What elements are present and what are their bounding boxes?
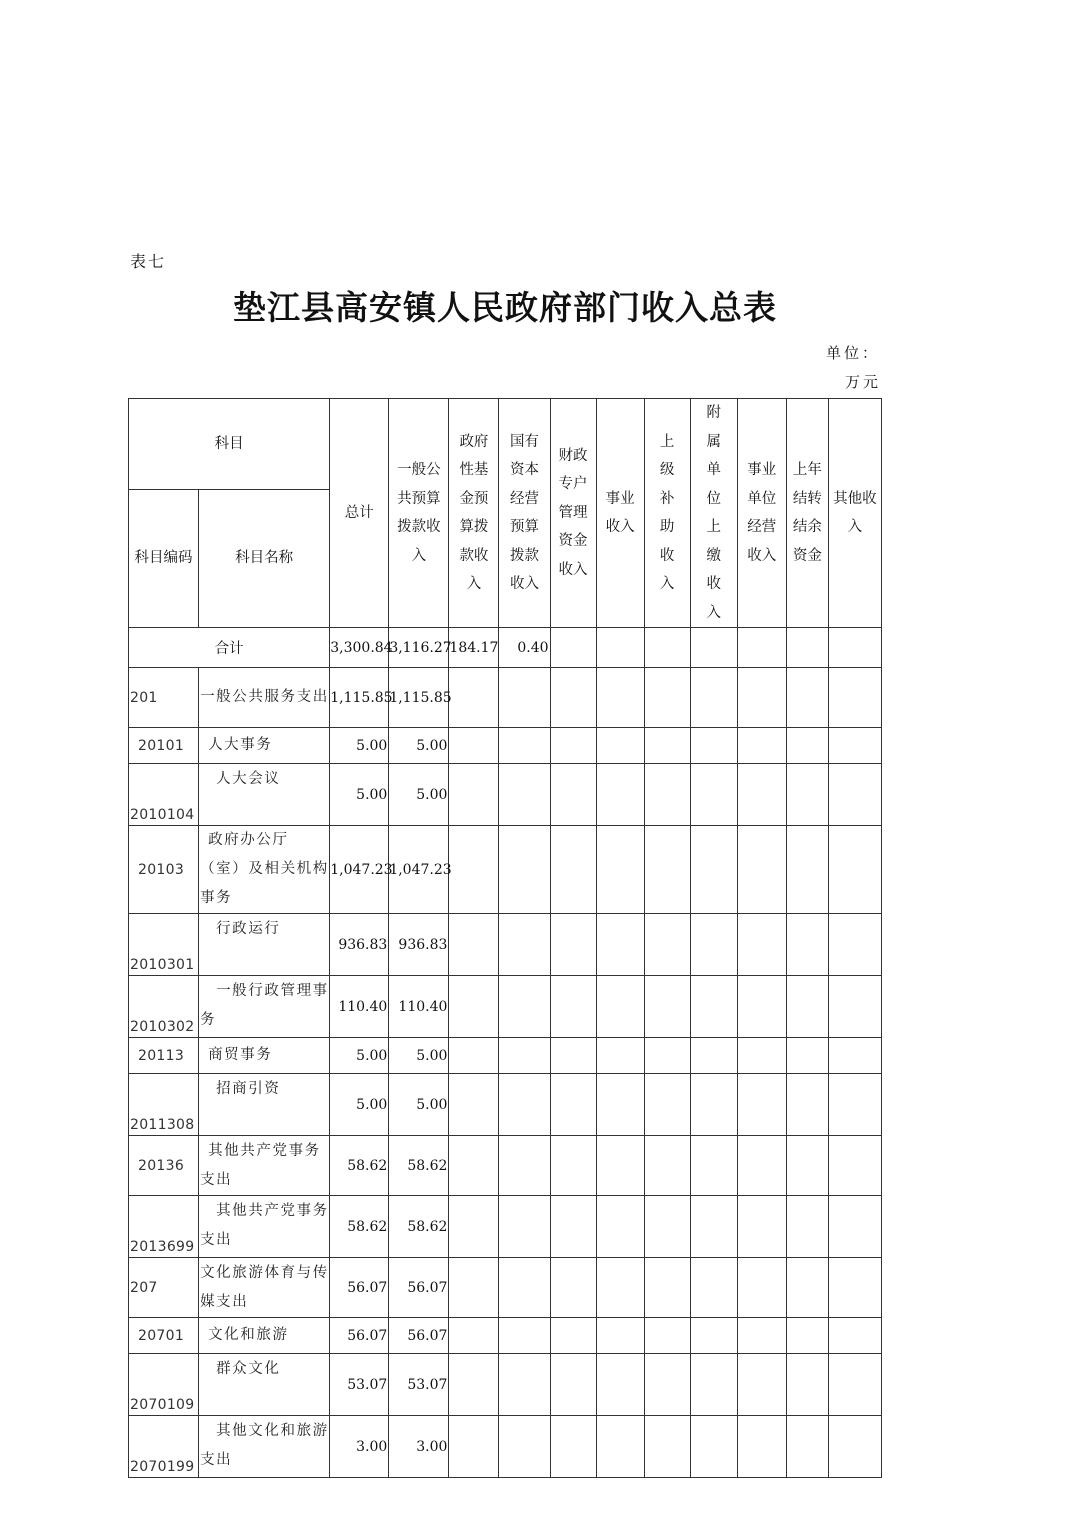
table-row [129, 914, 882, 976]
row-total: 936.83 [330, 914, 389, 976]
row-name: 其他共产党事务支出 [199, 1136, 330, 1196]
row-code: 2010302 [129, 976, 199, 1038]
code-header: 科目编码 [129, 489, 199, 627]
row-total: 58.62 [330, 1136, 389, 1196]
business-income-header: 事业收入 [596, 399, 644, 628]
row-name: 其他文化和旅游支出 [199, 1416, 330, 1478]
row-name: 人大会议 [199, 764, 330, 826]
gov-fund-header: 政府性基金预算拨款收入 [449, 399, 499, 628]
row-name: 招商引资 [199, 1074, 330, 1136]
row-total: 58.62 [330, 1196, 389, 1258]
total-label: 合计 [129, 628, 330, 668]
row-general-budget: 1,047.23 [389, 826, 449, 914]
row-name: 群众文化 [199, 1354, 330, 1416]
table-row [129, 1354, 882, 1416]
other-income-header: 其他收入 [828, 399, 881, 628]
row-name: 一般公共服务支出 [199, 668, 330, 728]
row-name: 其他共产党事务支出 [199, 1196, 330, 1258]
table-row [129, 668, 882, 728]
row-general-budget: 5.00 [389, 764, 449, 826]
row-code: 201 [129, 668, 199, 728]
row-general-budget: 5.00 [389, 728, 449, 764]
row-general-budget: 936.83 [389, 914, 449, 976]
table-row [129, 826, 882, 914]
row-total: 56.07 [330, 1318, 389, 1354]
row-code: 2013699 [129, 1196, 199, 1258]
table-row [129, 1196, 882, 1258]
row-code: 20101 [129, 728, 199, 764]
row-total: 5.00 [330, 728, 389, 764]
row-name: 文化和旅游 [199, 1318, 330, 1354]
superior-subsidy-header: 上级补助收入 [644, 399, 690, 628]
table-row [129, 1258, 882, 1318]
row-code: 20113 [129, 1038, 199, 1074]
business-operation-header: 事业单位经营收入 [737, 399, 786, 628]
state-capital-header: 国有资本经营预算拨款收入 [499, 399, 550, 628]
row-total: 110.40 [330, 976, 389, 1038]
row-name: 政府办公厅（室）及相关机构事务 [199, 826, 330, 914]
row-code: 2070109 [129, 1354, 199, 1416]
row-name: 一般行政管理事务 [199, 976, 330, 1038]
row-general-budget: 5.00 [389, 1038, 449, 1074]
row-total: 3.00 [330, 1416, 389, 1478]
row-general-budget: 58.62 [389, 1136, 449, 1196]
row-code: 20701 [129, 1318, 199, 1354]
row-name: 商贸事务 [199, 1038, 330, 1074]
table-tag: 表七 [130, 252, 167, 271]
row-general-budget: 1,115.85 [389, 668, 449, 728]
row-general-budget: 58.62 [389, 1196, 449, 1258]
table-row [129, 976, 882, 1038]
name-header: 科目名称 [199, 489, 330, 627]
table-row [129, 1416, 882, 1478]
row-total: 56.07 [330, 1258, 389, 1318]
header-row-1 [129, 399, 882, 490]
row-general-budget: 53.07 [389, 1354, 449, 1416]
total-sum: 3,300.84 [330, 628, 389, 668]
table-row [129, 1074, 882, 1136]
row-total: 5.00 [330, 764, 389, 826]
income-table [128, 398, 882, 1478]
row-total: 1,047.23 [330, 826, 389, 914]
total-general-budget: 3,116.27 [389, 628, 449, 668]
row-code: 20136 [129, 1136, 199, 1196]
row-code: 2070199 [129, 1416, 199, 1478]
row-general-budget: 110.40 [389, 976, 449, 1038]
general-budget-header: 一般公共预算拨款收入 [389, 399, 449, 628]
row-code: 2011308 [129, 1074, 199, 1136]
row-general-budget: 56.07 [389, 1318, 449, 1354]
fiscal-special-header: 财政专户管理资金收入 [550, 399, 596, 628]
total-row [129, 628, 882, 668]
row-total: 5.00 [330, 1038, 389, 1074]
table-row [129, 728, 882, 764]
row-general-budget: 56.07 [389, 1258, 449, 1318]
row-code: 20103 [129, 826, 199, 914]
unit-value: 万元 [845, 373, 882, 391]
row-general-budget: 5.00 [389, 1074, 449, 1136]
table-row [129, 1318, 882, 1354]
row-code: 207 [129, 1258, 199, 1318]
row-name: 文化旅游体育与传媒支出 [199, 1258, 330, 1318]
total-header: 总计 [330, 399, 389, 628]
total-state-capital: 0.40 [499, 628, 550, 668]
row-total: 1,115.85 [330, 668, 389, 728]
row-name: 人大事务 [199, 728, 330, 764]
table-row [129, 1038, 882, 1074]
subject-header: 科目 [129, 399, 330, 490]
row-code: 2010301 [129, 914, 199, 976]
table-row [129, 764, 882, 826]
affiliated-payment-header: 附属单位上缴收入 [690, 399, 737, 628]
carryover-header: 上年结转结余资金 [786, 399, 828, 628]
table-row [129, 1136, 882, 1196]
total-gov-fund: 184.17 [449, 628, 499, 668]
row-total: 53.07 [330, 1354, 389, 1416]
page-title: 垫江县高安镇人民政府部门收入总表 [233, 288, 777, 327]
row-code: 2010104 [129, 764, 199, 826]
row-general-budget: 3.00 [389, 1416, 449, 1478]
row-name: 行政运行 [199, 914, 330, 976]
unit-label: 单位： [826, 344, 881, 362]
row-total: 5.00 [330, 1074, 389, 1136]
